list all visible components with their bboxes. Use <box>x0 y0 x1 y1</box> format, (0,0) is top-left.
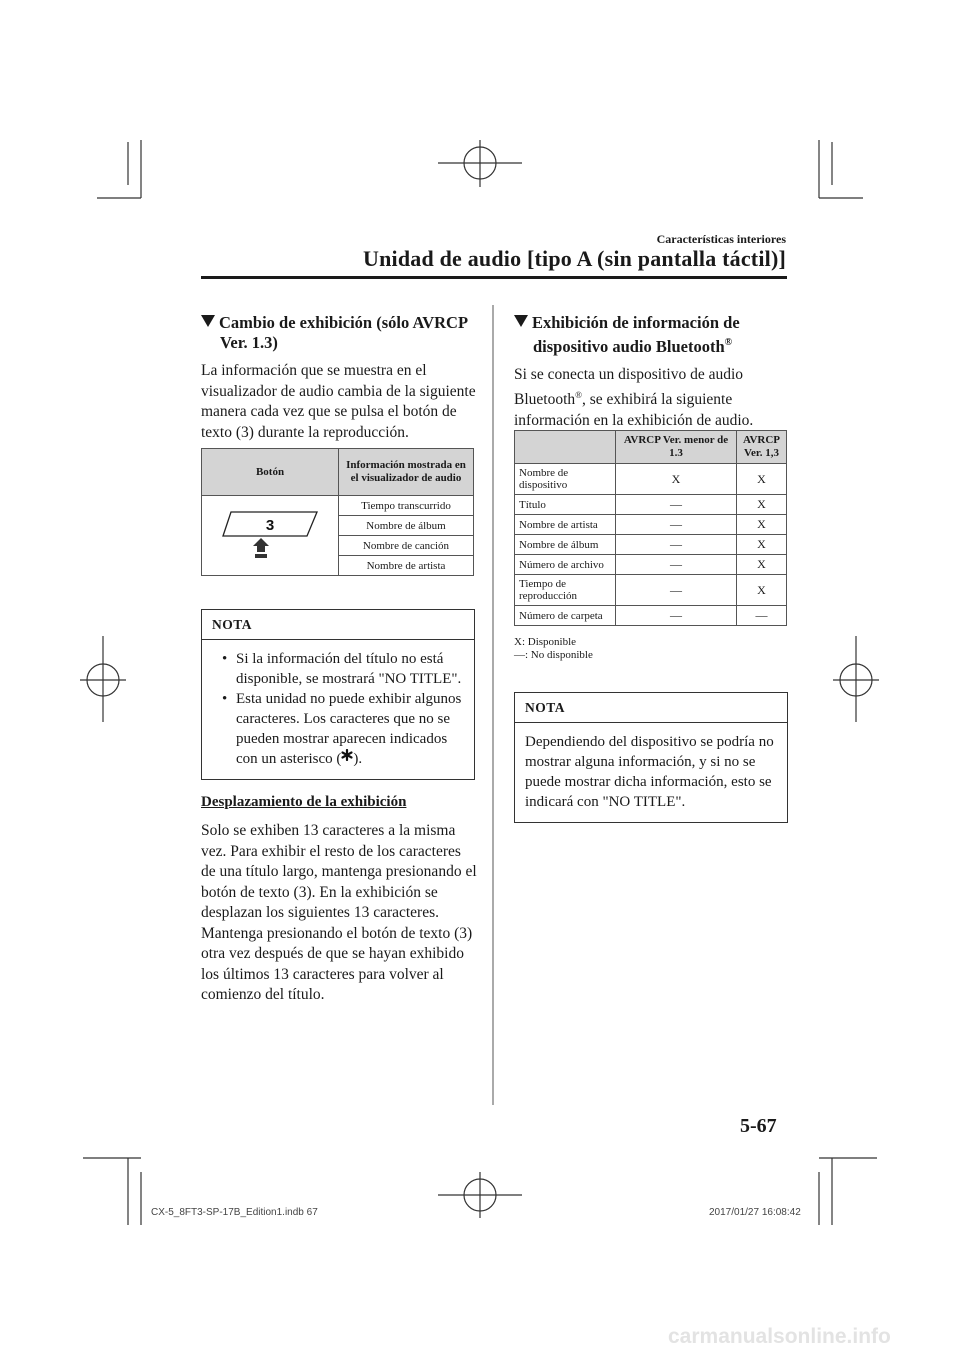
avrcp-menor-value: — <box>616 495 737 515</box>
scroll-text: Solo se exhiben 13 caracteres a la misma vez. Para exhibir el resto de los caracteres de una título largo, mantenga presionando el botón de texto (3). En la exhibición se desplazan los siguientes 13 caracteres. Mantenga presionando el botón de texto (3) otra vez después de que se hayan exhibido los últimos 13 caracteres para volver al comienzo del título. <box>201 822 477 1003</box>
left-heading <box>201 313 479 353</box>
avrcp-13-value: X <box>737 575 787 606</box>
avrcp-menor-value: — <box>616 535 737 555</box>
avrcp-13-value: X <box>737 555 787 575</box>
note-bullet: • Esta unidad no puede exhibir algunos caracteres. Los caracteres que no se pueden mostrar aparecen indicados con un asterisco ( ). <box>222 691 462 767</box>
row-label: Número de carpeta <box>515 606 616 626</box>
avrcp-menor-value: — <box>616 606 737 626</box>
triangle-bullet-icon <box>201 315 215 327</box>
right-note-box <box>514 692 788 823</box>
note-title: NOTA <box>515 693 787 723</box>
footer-date: 2017/01/27 16:08:42 <box>709 1207 801 1218</box>
right-intro: Si se conecta un dispositivo de audio Bluetooth®, se exhibirá la siguiente información en la exhibición de audio. <box>514 365 754 429</box>
table-row <box>515 606 787 626</box>
watermark: carmanualsonline.info <box>668 1325 891 1348</box>
scroll-heading: Desplazamiento de la exhibición <box>201 794 407 810</box>
info-item: Nombre de canción <box>339 536 474 556</box>
row-label: Tiempo de reproducción <box>515 575 616 606</box>
table-row <box>515 555 787 575</box>
scroll-section <box>201 794 479 1006</box>
note-text: Dependiendo del dispositivo se podría no mostrar alguna información, y si no se puede mostrar dicha información, esto se indicará con "NO TITLE". <box>525 734 774 810</box>
table-row <box>515 464 787 495</box>
right-heading <box>514 313 790 357</box>
left-heading-line2: Ver. 1.3) <box>220 333 278 352</box>
left-intro: La información que se muestra en el visualizador de audio cambia de la siguiente manera cada vez que se pulsa el botón de texto (3) durante la reproducción. <box>201 362 476 441</box>
table-legend <box>514 636 593 662</box>
col-header-avrcp-menor: AVRCP Ver. menor de 1.3 <box>616 431 737 464</box>
svg-text:3: 3 <box>265 517 275 534</box>
table-row <box>515 495 787 515</box>
text-button-illustration <box>202 496 339 576</box>
triangle-bullet-icon <box>514 315 528 327</box>
legend-available: X: Disponible <box>514 636 577 648</box>
row-label: Nombre de álbum <box>515 535 616 555</box>
page-number: 5-67 <box>740 1115 777 1137</box>
avrcp-13-value: X <box>737 464 787 495</box>
avrcp-menor-value: — <box>616 555 737 575</box>
asterisk-icon <box>341 749 353 761</box>
note-title: NOTA <box>202 610 474 640</box>
col-header-avrcp-13: AVRCP Ver. 1,3 <box>737 431 787 464</box>
note-bullet: • Si la información del título no está disponible, se mostrará "NO TITLE". <box>222 651 462 687</box>
avrcp-13-value: X <box>737 495 787 515</box>
avrcp-13-value: X <box>737 535 787 555</box>
footer-file: CX-5_8FT3-SP-17B_Edition1.indb 67 <box>151 1207 318 1218</box>
row-label: Número de archivo <box>515 555 616 575</box>
avrcp-13-value: X <box>737 515 787 535</box>
table-row <box>515 535 787 555</box>
col-header-empty <box>515 431 616 464</box>
avrcp-menor-value: — <box>616 575 737 606</box>
left-column <box>201 313 479 443</box>
button-info-table <box>201 448 474 576</box>
right-heading-line2: dispositivo audio Bluetooth <box>533 336 725 356</box>
left-heading-line1: Cambio de exhibición (sólo AVRCP <box>219 313 469 332</box>
row-label: Nombre de dispositivo <box>515 464 616 495</box>
registered-mark: ® <box>724 337 733 348</box>
info-item: Nombre de álbum <box>339 516 474 536</box>
text-button-icon <box>215 506 325 562</box>
row-label: Título <box>515 495 616 515</box>
info-item: Tiempo transcurrido <box>339 496 474 516</box>
header-rule <box>201 276 787 279</box>
legend-unavailable: —: No disponible <box>514 649 593 661</box>
right-column <box>514 313 790 431</box>
table-row <box>515 575 787 606</box>
left-note-box <box>201 609 475 780</box>
avrcp-13-value: — <box>737 606 787 626</box>
bluetooth-info-table <box>514 430 787 626</box>
info-item: Nombre de artista <box>339 556 474 576</box>
section-label: Características interiores <box>656 232 786 246</box>
col-header-boton: Botón <box>202 449 339 496</box>
row-label: Nombre de artista <box>515 515 616 535</box>
avrcp-menor-value: — <box>616 515 737 535</box>
right-heading-line1: Exhibición de información de <box>532 313 740 332</box>
avrcp-menor-value: X <box>616 464 737 495</box>
col-header-informacion: Información mostrada en el visualizador de audio <box>339 449 474 496</box>
page-title: Unidad de audio [tipo A (sin pantalla táctil)] <box>363 246 786 271</box>
table-row <box>515 515 787 535</box>
